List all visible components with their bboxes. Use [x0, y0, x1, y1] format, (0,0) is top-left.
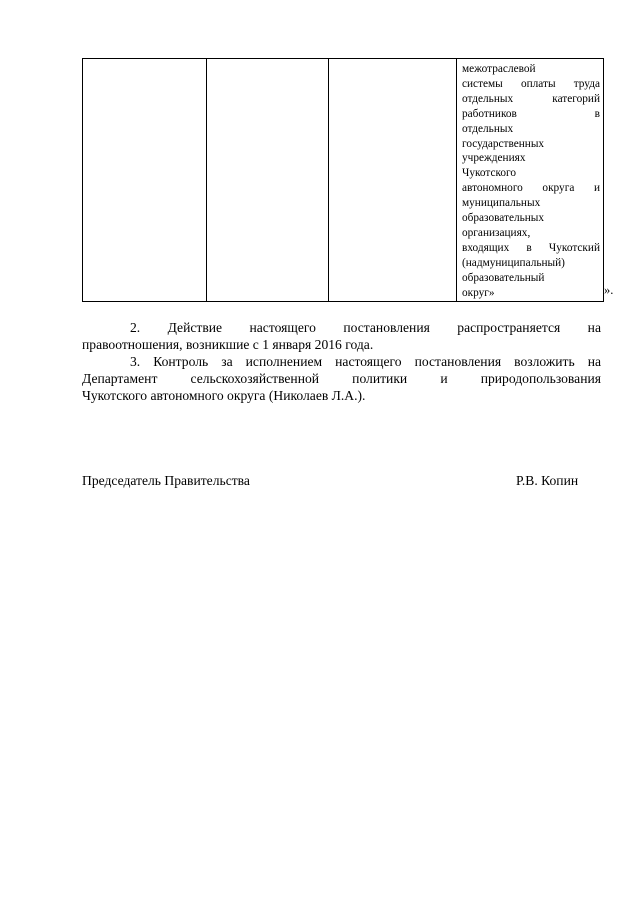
cell-line: автономного округа и — [462, 182, 600, 195]
table-cell-text — [457, 59, 604, 302]
cell-line: Чукотского — [462, 167, 517, 180]
paragraph-3 — [82, 353, 601, 404]
paragraph-line: 3. Контроль за исполнением настоящего постановления возложить на — [130, 354, 601, 369]
cell-line: округ» — [462, 286, 495, 299]
paragraph-line: 2. Действие настоящего постановления распространяется на — [130, 320, 601, 335]
signature-name: Р.В. Копин — [516, 473, 579, 488]
cell-line: учреждениях — [462, 152, 526, 165]
cell-line: работников в — [462, 107, 600, 120]
paragraph-line: Департамент сельскохозяйственной политики и природопользования — [82, 371, 601, 386]
paragraph-line: Чукотского автономного округа (Николаев Л.А.). — [82, 388, 366, 403]
cell-line: межотраслевой — [462, 63, 536, 75]
cell-line: государственных — [462, 137, 545, 150]
table-cell-empty-3 — [329, 59, 457, 302]
cell-line: (надмуниципальный) — [462, 256, 565, 269]
cell-line: образовательный — [462, 271, 545, 284]
table-cell-empty-2 — [207, 59, 329, 302]
paragraph-2 — [82, 319, 601, 353]
table-row — [83, 59, 604, 302]
signature-title: Председатель Правительства — [82, 473, 250, 488]
cell-line: муниципальных — [462, 197, 541, 210]
cell-line: отдельных — [462, 122, 514, 135]
closing-quote: ». — [604, 283, 614, 297]
cell-line: отдельных категорий — [462, 92, 600, 105]
cell-line: входящих в Чукотский — [462, 241, 600, 254]
cell-line: системы оплаты труда — [462, 77, 600, 90]
cell-line: образовательных — [462, 212, 545, 225]
paragraph-line: правоотношения, возникшие с 1 января 2016 года. — [82, 337, 374, 352]
table-cell-content — [457, 59, 603, 301]
cell-line: организациях, — [462, 226, 531, 239]
table-cell-empty-1 — [83, 59, 207, 302]
continuation-table — [82, 58, 604, 302]
